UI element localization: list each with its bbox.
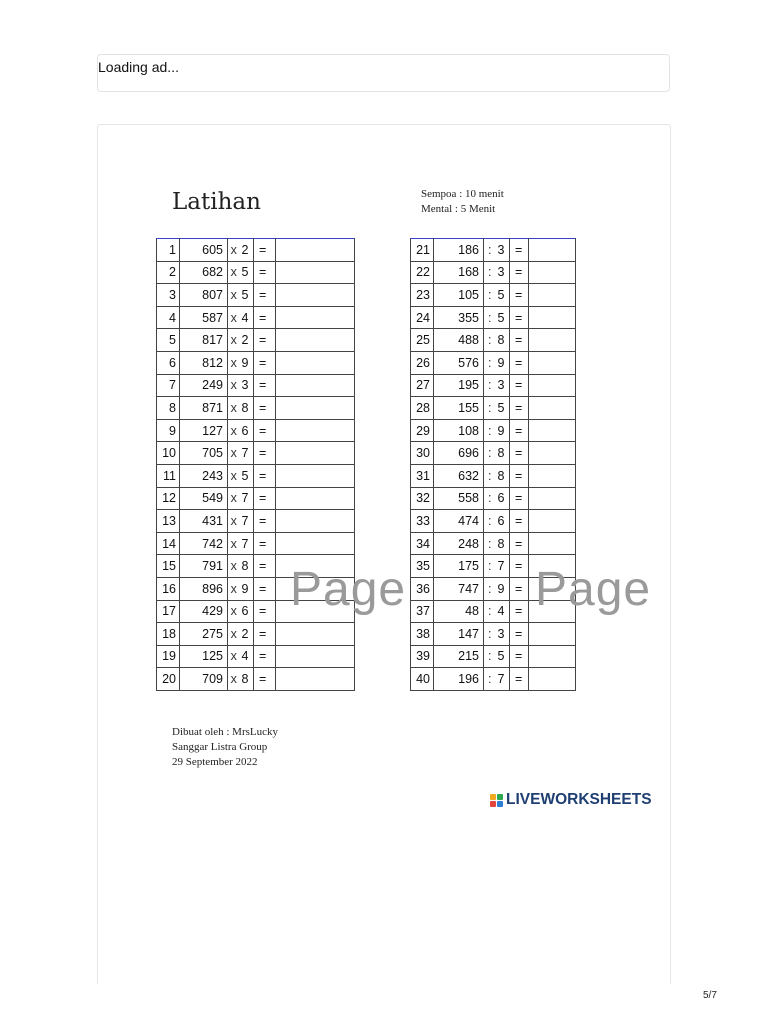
problem-number: 25 — [411, 329, 434, 352]
operator-symbol: x — [228, 239, 240, 262]
equals-sign: = — [254, 329, 276, 352]
equals-sign: = — [510, 668, 529, 691]
problem-number: 9 — [157, 419, 180, 442]
dividend-value: 108 — [434, 419, 484, 442]
table-row — [157, 668, 355, 691]
answer-field[interactable] — [276, 239, 355, 262]
dividend-value: 705 — [180, 442, 228, 465]
equals-sign: = — [254, 510, 276, 533]
problem-number: 24 — [411, 306, 434, 329]
answer-field[interactable] — [276, 306, 355, 329]
operator-symbol: x — [228, 261, 240, 284]
table-row — [411, 668, 576, 691]
operator-symbol: : — [484, 397, 496, 420]
answer-field[interactable] — [276, 510, 355, 533]
operator-symbol: : — [484, 668, 496, 691]
operand-value: 6 — [496, 510, 510, 533]
table-row — [411, 329, 576, 352]
operand-value: 6 — [240, 600, 254, 623]
dividend-value: 48 — [434, 600, 484, 623]
operator-symbol: : — [484, 623, 496, 646]
table-row — [411, 239, 576, 262]
answer-field[interactable] — [529, 397, 576, 420]
table-row — [157, 306, 355, 329]
problem-number: 30 — [411, 442, 434, 465]
problem-number: 10 — [157, 442, 180, 465]
equals-sign: = — [510, 374, 529, 397]
equals-sign: = — [254, 600, 276, 623]
dividend-value: 549 — [180, 487, 228, 510]
equals-sign: = — [254, 668, 276, 691]
dividend-value: 896 — [180, 577, 228, 600]
brand-grid-icon — [490, 794, 503, 807]
problem-number: 23 — [411, 284, 434, 307]
table-row — [157, 487, 355, 510]
dividend-value: 249 — [180, 374, 228, 397]
operand-value: 7 — [240, 532, 254, 555]
table-row — [157, 397, 355, 420]
operator-symbol: x — [228, 600, 240, 623]
answer-field[interactable] — [276, 397, 355, 420]
problem-number: 36 — [411, 577, 434, 600]
operator-symbol: x — [228, 555, 240, 578]
equals-sign: = — [510, 464, 529, 487]
table-row — [157, 464, 355, 487]
operand-value: 5 — [496, 306, 510, 329]
table-row — [411, 464, 576, 487]
brand-name: LIVEWORKSHEETS — [506, 791, 652, 808]
problem-number: 8 — [157, 397, 180, 420]
credits — [172, 725, 278, 770]
timing-info — [421, 187, 504, 217]
problem-number: 11 — [157, 464, 180, 487]
table-row — [411, 419, 576, 442]
operand-value: 8 — [496, 442, 510, 465]
operand-value: 8 — [496, 464, 510, 487]
table-row — [157, 239, 355, 262]
problem-number: 37 — [411, 600, 434, 623]
dividend-value: 709 — [180, 668, 228, 691]
answer-field[interactable] — [276, 623, 355, 646]
problem-number: 32 — [411, 487, 434, 510]
operand-value: 5 — [496, 645, 510, 668]
operator-symbol: x — [228, 374, 240, 397]
equals-sign: = — [254, 555, 276, 578]
operator-symbol: : — [484, 555, 496, 578]
problem-number: 38 — [411, 623, 434, 646]
answer-field[interactable] — [276, 442, 355, 465]
problem-number: 4 — [157, 306, 180, 329]
dividend-value: 747 — [434, 577, 484, 600]
dividend-value: 742 — [180, 532, 228, 555]
operand-value: 6 — [496, 487, 510, 510]
answer-field[interactable] — [276, 419, 355, 442]
table-row — [411, 397, 576, 420]
table-row — [411, 532, 576, 555]
problem-number: 16 — [157, 577, 180, 600]
equals-sign: = — [254, 374, 276, 397]
answer-field[interactable] — [529, 329, 576, 352]
operand-value: 3 — [496, 239, 510, 262]
operand-value: 7 — [240, 487, 254, 510]
problem-number: 40 — [411, 668, 434, 691]
table-row — [411, 645, 576, 668]
problem-number: 13 — [157, 510, 180, 533]
operator-symbol: x — [228, 645, 240, 668]
answer-field[interactable] — [529, 374, 576, 397]
operator-symbol: : — [484, 306, 496, 329]
table-row — [157, 510, 355, 533]
operand-value: 8 — [496, 532, 510, 555]
problem-number: 28 — [411, 397, 434, 420]
table-row — [157, 623, 355, 646]
dividend-value: 275 — [180, 623, 228, 646]
operand-value: 7 — [496, 555, 510, 578]
operator-symbol: : — [484, 239, 496, 262]
timing-mental: Mental : 5 Menit — [421, 203, 496, 215]
operand-value: 3 — [496, 261, 510, 284]
operator-symbol: : — [484, 487, 496, 510]
problem-number: 34 — [411, 532, 434, 555]
answer-field[interactable] — [276, 487, 355, 510]
operator-symbol: : — [484, 419, 496, 442]
dividend-value: 248 — [434, 532, 484, 555]
operand-value: 9 — [496, 419, 510, 442]
table-row — [157, 645, 355, 668]
operand-value: 9 — [240, 351, 254, 374]
dividend-value: 696 — [434, 442, 484, 465]
answer-field[interactable] — [276, 532, 355, 555]
problem-number: 3 — [157, 284, 180, 307]
operand-value: 5 — [240, 261, 254, 284]
answer-field[interactable] — [276, 668, 355, 691]
operand-value: 7 — [240, 442, 254, 465]
table-row — [157, 374, 355, 397]
operator-symbol: : — [484, 577, 496, 600]
equals-sign: = — [510, 600, 529, 623]
equals-sign: = — [254, 623, 276, 646]
worksheet-title: Latihan — [172, 189, 261, 215]
operator-symbol: : — [484, 532, 496, 555]
table-row — [411, 623, 576, 646]
answer-field[interactable] — [529, 284, 576, 307]
dividend-value: 871 — [180, 397, 228, 420]
equals-sign: = — [254, 284, 276, 307]
operator-symbol: x — [228, 419, 240, 442]
equals-sign: = — [254, 645, 276, 668]
answer-field[interactable] — [276, 261, 355, 284]
operator-symbol: : — [484, 464, 496, 487]
dividend-value: 355 — [434, 306, 484, 329]
equals-sign: = — [510, 419, 529, 442]
table-row — [411, 261, 576, 284]
table-row — [411, 306, 576, 329]
table-row — [157, 419, 355, 442]
problem-number: 17 — [157, 600, 180, 623]
credits-author: Dibuat oleh : MrsLucky — [172, 726, 279, 738]
equals-sign: = — [510, 577, 529, 600]
operator-symbol: : — [484, 442, 496, 465]
equals-sign: = — [254, 577, 276, 600]
problem-number: 6 — [157, 351, 180, 374]
answer-field[interactable] — [529, 623, 576, 646]
brand-grid-square — [490, 794, 496, 800]
problem-number: 7 — [157, 374, 180, 397]
answer-field[interactable] — [529, 487, 576, 510]
table-row — [157, 329, 355, 352]
dividend-value: 474 — [434, 510, 484, 533]
problem-number: 39 — [411, 645, 434, 668]
problem-number: 19 — [157, 645, 180, 668]
dividend-value: 817 — [180, 329, 228, 352]
answer-field[interactable] — [529, 442, 576, 465]
table-row — [411, 510, 576, 533]
credits-date: 29 September 2022 — [172, 756, 258, 768]
answer-field[interactable] — [529, 239, 576, 262]
dividend-value: 791 — [180, 555, 228, 578]
equals-sign: = — [510, 487, 529, 510]
equals-sign: = — [254, 464, 276, 487]
answer-field[interactable] — [529, 510, 576, 533]
problem-number: 29 — [411, 419, 434, 442]
equals-sign: = — [510, 284, 529, 307]
operand-value: 8 — [496, 329, 510, 352]
problem-number: 20 — [157, 668, 180, 691]
problem-number: 35 — [411, 555, 434, 578]
answer-field[interactable] — [276, 351, 355, 374]
answer-field[interactable] — [529, 306, 576, 329]
problem-number: 14 — [157, 532, 180, 555]
operand-value: 5 — [240, 284, 254, 307]
problem-number: 22 — [411, 261, 434, 284]
answer-field[interactable] — [276, 645, 355, 668]
operand-value: 4 — [240, 306, 254, 329]
dividend-value: 429 — [180, 600, 228, 623]
brand-grid-square — [497, 794, 503, 800]
operator-symbol: : — [484, 351, 496, 374]
operand-value: 5 — [496, 397, 510, 420]
equals-sign: = — [510, 306, 529, 329]
operator-symbol: x — [228, 668, 240, 691]
problem-number: 2 — [157, 261, 180, 284]
equals-sign: = — [254, 532, 276, 555]
operand-value: 7 — [496, 668, 510, 691]
operand-value: 2 — [240, 623, 254, 646]
table-row — [411, 442, 576, 465]
problem-number: 1 — [157, 239, 180, 262]
operator-symbol: x — [228, 351, 240, 374]
equals-sign: = — [254, 261, 276, 284]
table-row — [411, 374, 576, 397]
credits-group: Sanggar Listra Group — [172, 741, 268, 753]
operand-value: 2 — [240, 239, 254, 262]
operand-value: 9 — [496, 351, 510, 374]
operator-symbol: x — [228, 306, 240, 329]
dividend-value: 215 — [434, 645, 484, 668]
operand-value: 9 — [240, 577, 254, 600]
equals-sign: = — [254, 306, 276, 329]
dividend-value: 632 — [434, 464, 484, 487]
equals-sign: = — [254, 397, 276, 420]
operand-value: 3 — [496, 623, 510, 646]
equals-sign: = — [510, 351, 529, 374]
equals-sign: = — [510, 645, 529, 668]
operand-value: 6 — [240, 419, 254, 442]
exercise-table-division — [410, 238, 576, 691]
dividend-value: 175 — [434, 555, 484, 578]
equals-sign: = — [510, 329, 529, 352]
operator-symbol: x — [228, 623, 240, 646]
table-row — [157, 284, 355, 307]
operand-value: 2 — [240, 329, 254, 352]
dividend-value: 196 — [434, 668, 484, 691]
operator-symbol: : — [484, 600, 496, 623]
operator-symbol: x — [228, 487, 240, 510]
answer-field[interactable] — [529, 668, 576, 691]
table-row — [157, 442, 355, 465]
dividend-value: 127 — [180, 419, 228, 442]
operator-symbol: : — [484, 510, 496, 533]
problem-number: 18 — [157, 623, 180, 646]
problem-number: 15 — [157, 555, 180, 578]
operand-value: 7 — [240, 510, 254, 533]
problem-number: 27 — [411, 374, 434, 397]
operand-value: 8 — [240, 668, 254, 691]
operator-symbol: x — [228, 510, 240, 533]
answer-field[interactable] — [529, 351, 576, 374]
dividend-value: 558 — [434, 487, 484, 510]
operator-symbol: x — [228, 532, 240, 555]
equals-sign: = — [510, 442, 529, 465]
equals-sign: = — [510, 510, 529, 533]
operator-symbol: x — [228, 284, 240, 307]
ad-container — [97, 54, 670, 92]
answer-field[interactable] — [276, 284, 355, 307]
dividend-value: 807 — [180, 284, 228, 307]
answer-field[interactable] — [276, 464, 355, 487]
answer-field[interactable] — [276, 329, 355, 352]
table-row — [157, 261, 355, 284]
operand-value: 3 — [240, 374, 254, 397]
dividend-value: 243 — [180, 464, 228, 487]
equals-sign: = — [254, 239, 276, 262]
equals-sign: = — [510, 239, 529, 262]
operand-value: 5 — [496, 284, 510, 307]
page-watermark-right: Page — [535, 563, 652, 616]
dividend-value: 155 — [434, 397, 484, 420]
operand-value: 3 — [496, 374, 510, 397]
table-row — [411, 284, 576, 307]
brand-grid-square — [490, 801, 496, 807]
answer-field[interactable] — [529, 645, 576, 668]
table-row — [411, 351, 576, 374]
answer-field[interactable] — [276, 374, 355, 397]
dividend-value: 576 — [434, 351, 484, 374]
operator-symbol: x — [228, 329, 240, 352]
table-row — [157, 532, 355, 555]
equals-sign: = — [254, 419, 276, 442]
operator-symbol: : — [484, 284, 496, 307]
operand-value: 9 — [496, 577, 510, 600]
equals-sign: = — [510, 623, 529, 646]
problem-number: 31 — [411, 464, 434, 487]
operator-symbol: x — [228, 577, 240, 600]
equals-sign: = — [254, 442, 276, 465]
ad-loading-text: Loading ad... — [98, 59, 179, 75]
dividend-value: 431 — [180, 510, 228, 533]
operator-symbol: x — [228, 464, 240, 487]
table-row — [411, 487, 576, 510]
dividend-value: 195 — [434, 374, 484, 397]
equals-sign: = — [254, 487, 276, 510]
table-row — [157, 351, 355, 374]
problem-number: 12 — [157, 487, 180, 510]
operand-value: 8 — [240, 397, 254, 420]
equals-sign: = — [510, 397, 529, 420]
problem-number: 26 — [411, 351, 434, 374]
dividend-value: 125 — [180, 645, 228, 668]
problem-number: 21 — [411, 239, 434, 262]
equals-sign: = — [510, 261, 529, 284]
brand-grid-square — [497, 801, 503, 807]
dividend-value: 168 — [434, 261, 484, 284]
operand-value: 8 — [240, 555, 254, 578]
dividend-value: 812 — [180, 351, 228, 374]
operator-symbol: : — [484, 374, 496, 397]
operator-symbol: : — [484, 645, 496, 668]
operator-symbol: : — [484, 261, 496, 284]
operand-value: 4 — [240, 645, 254, 668]
operator-symbol: : — [484, 329, 496, 352]
answer-field[interactable] — [529, 261, 576, 284]
answer-field[interactable] — [529, 464, 576, 487]
dividend-value: 488 — [434, 329, 484, 352]
dividend-value: 186 — [434, 239, 484, 262]
problem-number: 5 — [157, 329, 180, 352]
timing-sempoa: Sempoa : 10 menit — [421, 188, 504, 200]
problem-number: 33 — [411, 510, 434, 533]
equals-sign: = — [510, 555, 529, 578]
operand-value: 5 — [240, 464, 254, 487]
exercise-table-multiplication — [156, 238, 355, 691]
page-watermark-left: Page — [290, 563, 407, 616]
dividend-value: 147 — [434, 623, 484, 646]
dividend-value: 105 — [434, 284, 484, 307]
page-counter: 5/7 — [703, 990, 717, 1001]
dividend-value: 605 — [180, 239, 228, 262]
liveworksheets-logo[interactable] — [490, 791, 652, 809]
answer-field[interactable] — [529, 532, 576, 555]
operator-symbol: x — [228, 442, 240, 465]
dividend-value: 682 — [180, 261, 228, 284]
operand-value: 4 — [496, 600, 510, 623]
equals-sign: = — [510, 532, 529, 555]
dividend-value: 587 — [180, 306, 228, 329]
operator-symbol: x — [228, 397, 240, 420]
worksheet-page — [97, 124, 671, 984]
answer-field[interactable] — [529, 419, 576, 442]
equals-sign: = — [254, 351, 276, 374]
